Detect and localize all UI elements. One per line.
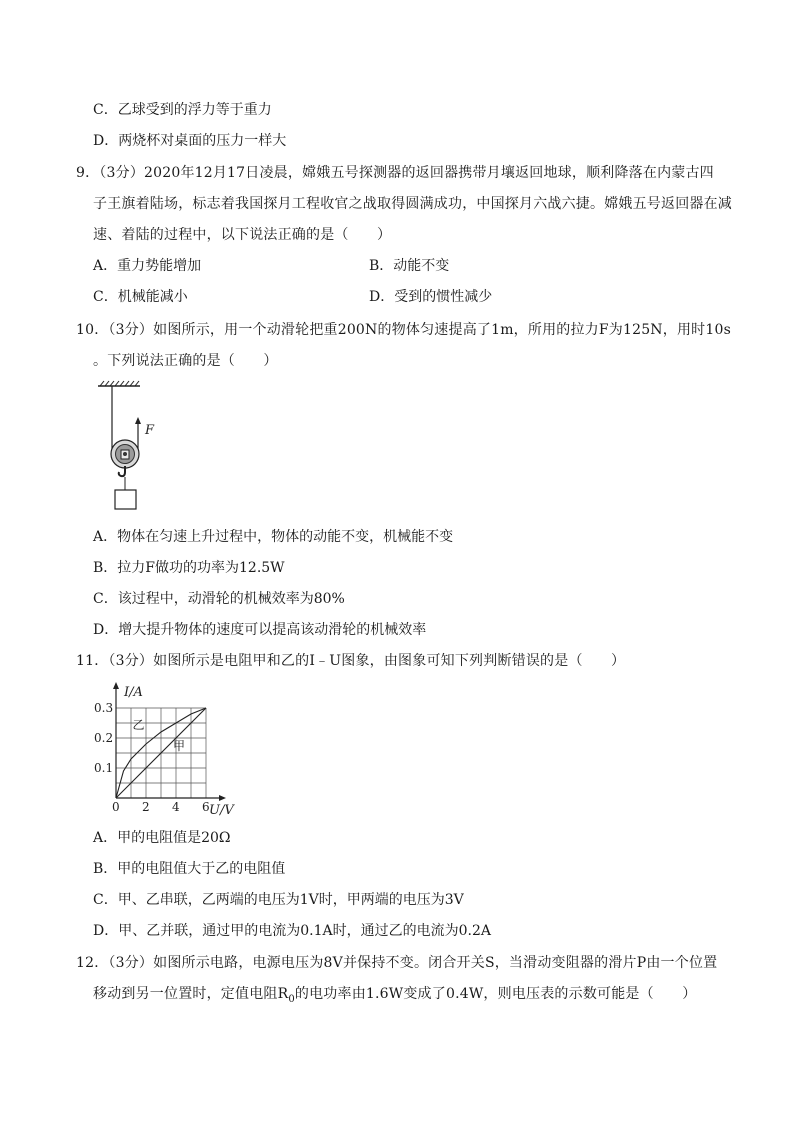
q11-option-c: C．甲、乙串联，乙两端的电压为1V时，甲两端的电压为3V [93,892,464,908]
y-tick-label: 0.2 [94,731,114,745]
y-tick-label: 0.1 [94,761,114,775]
q9-stem-line-1: 9．（3分）2020年12月17日凌晨，嫦娥五号探测器的返回器携带月壤返回地球，顺利降落在内蒙古四 [76,165,714,181]
q9-stem-line-2: 子王旗着陆场，标志着我国探月工程收官之战取得圆满成功，中国探月六战六捷。嫦娥五号返回器在减 [93,196,732,212]
q10-option-b: B．拉力F做功的功率为12.5W [93,560,285,576]
series-yi-label: 乙 [132,718,145,732]
q11-option-d: D．甲、乙并联，通过甲的电流为0.1A时，通过乙的电流为0.2A [93,923,491,939]
x-tick-label: 0 [112,800,120,814]
force-arrow-head [135,417,141,424]
q10-option-a: A．物体在匀速上升过程中，物体的动能不变，机械能不变 [93,529,454,545]
q12-stem-line-2-post: 的电功率由1.6W变成了0.4W，则电压表的示数可能是（ ） [294,986,697,1002]
y-axis-arrow [113,682,119,689]
q11-stem-line-1: 11．（3分）如图所示是电阻甲和乙的I﹣U图象，由图象可知下列判断错误的是（ ） [76,653,626,669]
y-axis-label: I/A [124,685,143,700]
q9-option-b: B．动能不变 [369,258,450,274]
x-tick-label: 2 [142,800,150,814]
q9-option-d: D．受到的惯性减少 [369,289,493,305]
q11-option-b: B．甲的电阻值大于乙的电阻值 [93,861,286,877]
q12-stem-line-1: 12．（3分）如图所示电路，电源电压为8V并保持不变。闭合开关S，当滑动变阻器的滑片P由一个位置 [76,955,718,971]
q10-stem-line-2: 。下列说法正确的是（ ） [93,353,278,369]
q10-option-c: C．该过程中，动滑轮的机械效率为80% [93,591,345,607]
series-jia-label: 甲 [173,739,186,753]
pulley-axle [123,452,127,456]
q8-option-c: C．乙球受到的浮力等于重力 [93,102,272,118]
q8-option-d: D．两烧杯对桌面的压力一样大 [93,133,287,149]
weight-block [115,490,136,509]
q9-option-a: A．重力势能增加 [93,258,202,274]
pulley-figure [95,380,175,515]
iu-chart [88,680,248,820]
q9-stem-line-3: 速、着陆的过程中，以下说法正确的是（ ） [93,227,392,243]
x-axis-label: U/V [209,803,234,818]
q11-option-a: A．甲的电阻值是20Ω [93,830,231,846]
y-tick-label: 0.3 [94,701,114,715]
q10-option-d: D．增大提升物体的速度可以提高该动滑轮的机械效率 [93,622,427,638]
q12-subscript: 0 [288,993,295,1005]
force-label: F [145,423,155,438]
x-tick-label: 4 [172,800,180,814]
x-axis-arrow [219,795,226,801]
q10-stem-line-1: 10．（3分）如图所示，用一个动滑轮把重200N的物体匀速提高了1m，所用的拉力F为125N，用时10s [76,322,731,338]
q12-stem-line-2-pre: 移动到另一位置时，定值电阻R [93,986,289,1002]
x-tick-label: 6 [202,800,210,814]
q12-stem-line-2 [93,984,696,1010]
q9-option-c: C．机械能减小 [93,289,188,305]
